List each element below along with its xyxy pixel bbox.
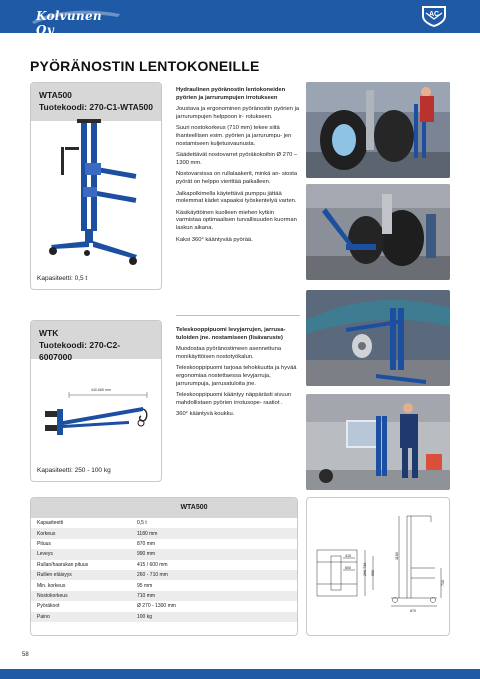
description-paragraph: Muodostaa pyöränostimeen asennettuna monikäyttöisen nostotyökalun.	[176, 346, 282, 360]
product-capacity: Kapasiteetti: 250 - 100 kg	[37, 467, 111, 474]
spec-table	[31, 518, 297, 622]
aircraft-wheel-removal-photo	[306, 82, 450, 178]
dimension-label: 440-665 mm	[91, 388, 111, 392]
spec-key: Korkeus	[31, 528, 131, 538]
description-paragraph: Jalkapolkimella käytettävä pumppu jättää molemmat kädet vapaaksi työskentelyä varten.	[176, 190, 297, 205]
spec-key: Nostokorkeus	[31, 591, 131, 601]
product-capacity: Kapasiteetti: 0,5 t	[37, 275, 88, 282]
badge-text: AC	[428, 11, 440, 18]
technical-drawing-card	[306, 497, 450, 636]
product-description-wta500	[176, 87, 300, 248]
table-row	[31, 528, 297, 538]
table-row	[31, 612, 297, 622]
telescopic-boom-brake-photo	[306, 290, 450, 386]
table-row	[31, 601, 297, 611]
drawing-label: 710	[441, 580, 445, 586]
spec-key: Leveys	[31, 549, 131, 559]
spec-key: Rullien etäisyys	[31, 570, 131, 580]
product-model: WTK	[39, 328, 59, 338]
top-header-bar	[0, 0, 480, 37]
spec-key: Kapasiteetti	[37, 520, 64, 527]
spec-key: Pituus	[37, 540, 51, 547]
table-row	[31, 539, 297, 549]
description-paragraph: Suuri nostokorkeus (710 mm) tekee siitä ihanteellisen esim. pyörien ja jarrurumpu- jen nostamiseen kuljetusvaunusta.	[176, 125, 292, 147]
spec-key: Rullan/haarukan pituus	[37, 561, 89, 568]
spec-value: 710 mm	[131, 591, 297, 601]
spec-value: 260 - 710 mm	[131, 570, 297, 580]
page-number: 58	[22, 652, 29, 658]
drawing-label: 1180	[395, 552, 399, 560]
table-row	[31, 591, 297, 601]
specification-table-card	[30, 497, 298, 636]
product-card-header	[31, 321, 161, 362]
description-paragraph: Kaksi 360° kääntyvää pyörää.	[176, 236, 253, 243]
spec-key: Paino	[31, 612, 131, 622]
table-row	[31, 560, 297, 570]
technician-operating-lift-photo	[306, 394, 450, 490]
footer-bar	[0, 669, 480, 679]
description-paragraph: Säädettävät nostovarret pyöräkokoihin Ø 270 – 1300 mm.	[176, 152, 298, 166]
logo-text: Kolvunen Oy	[36, 9, 102, 37]
spec-table-title: WTA500	[31, 498, 297, 518]
description-paragraph: Teleskooppipuomi kääntyy näppärästi sivuun mahdollistaen pyörien irrotusope- raatiot .	[176, 392, 292, 406]
table-row	[31, 570, 297, 580]
spec-value: 415 / 600 mm	[137, 561, 168, 568]
page-title: PYÖRÄNOSTIN LENTOKONEILLE	[30, 58, 260, 74]
description-paragraph: 360° kääntyvä koukku.	[176, 411, 235, 418]
drawing-label: 990	[371, 570, 375, 576]
drawing-label: 870	[410, 609, 416, 613]
spec-value: 100 kg	[131, 612, 297, 622]
description-paragraph: Nostovarsissa on rullalaakerit, minkä an- siosta pyörät on helppo vierittää paikalleen.	[176, 171, 298, 185]
drawing-label: 600	[345, 566, 351, 570]
product-model: WTA500	[39, 90, 72, 100]
description-lead: Hydraulinen pyöränostin lentokoneiden pyörien ja jarrurumpujen irrotukseen	[176, 87, 286, 101]
company-logo[interactable]	[30, 8, 122, 37]
wheel-lift-trolley-illustration	[41, 117, 151, 272]
spec-value: 95 mm	[137, 582, 153, 589]
ac-shield-icon	[420, 4, 448, 28]
product-card-wtk	[30, 320, 162, 482]
spec-key: Min. korkeus	[37, 582, 66, 589]
product-card-wta500	[30, 82, 162, 290]
drawing-label: 260-710	[363, 562, 367, 576]
product-code: Tuotekoodi: 270-C1-WTA500	[39, 102, 153, 112]
product-code: Tuotekoodi: 270-C2-6007000	[39, 340, 121, 362]
description-paragraph: Käsikäyttöinen kuolleen miehen kytkin varmistaa optimaalisen turvallisuuden kuorman laskun aikana.	[176, 209, 297, 231]
spec-value: 870 mm	[137, 540, 156, 547]
technical-drawing	[307, 498, 450, 636]
spec-value: 0,5 t	[137, 520, 147, 527]
table-row	[31, 580, 297, 590]
product-description-wtk	[176, 327, 300, 423]
wheel-lift-at-landing-gear-photo	[306, 184, 450, 280]
description-paragraph: Joustava ja ergonominen pyöränostin pyörien ja jarrurumpujen helppoon ir- rotukseen.	[176, 106, 300, 120]
description-lead: Teleskooppipuomi levyjarrujen, jarrusa- tuloiden jne. nostamiseen (lisävaruste)	[176, 327, 286, 341]
section-divider	[176, 315, 300, 316]
telescopic-boom-illustration	[39, 381, 155, 456]
drawing-label: 415	[345, 554, 351, 558]
table-row	[31, 549, 297, 559]
product-card-header	[31, 83, 161, 121]
spec-key: Pyöräkoot	[37, 603, 60, 610]
spec-value: 990 mm	[131, 549, 297, 559]
spec-value: 1180 mm	[131, 528, 297, 538]
description-paragraph: Teleskooppipuomi tarjoaa tehokkuutta ja hyvää ergonomiaa nostettaessa levyjarruja, jarrurumpuja, jarrusatuloita jne.	[176, 365, 297, 387]
table-row	[31, 518, 297, 528]
spec-value: Ø 270 - 1300 mm	[137, 603, 176, 610]
